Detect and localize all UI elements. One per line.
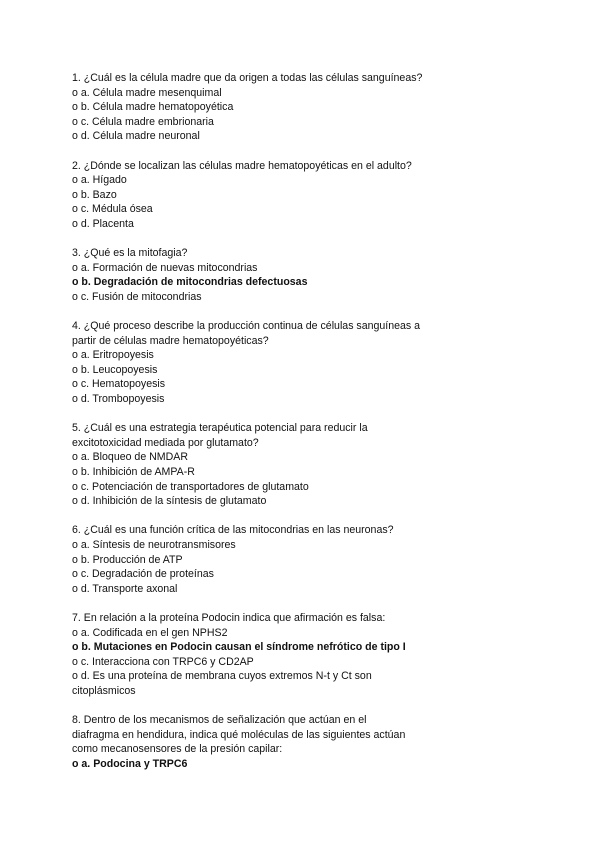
answer-option: o a. Codificada en el gen NPHS2 — [72, 626, 228, 639]
answer-option: o b. Producción de ATP — [72, 553, 183, 566]
answer-option: o c. Célula madre embrionaria — [72, 115, 214, 128]
question-2 — [72, 159, 452, 232]
answer-option: o c. Médula ósea — [72, 203, 153, 216]
answer-option: o c. Hematopoyesis — [72, 378, 166, 391]
question-7 — [72, 611, 452, 699]
question-list — [72, 71, 452, 786]
question-4 — [72, 319, 452, 407]
answer-option: o c. Interacciona con TRPC6 y CD2AP — [72, 655, 254, 668]
answer-option: o c. Potenciación de transportadores de glutamato — [72, 480, 309, 493]
answer-option: o b. Inhibición de AMPA-R — [72, 466, 195, 479]
question-text: partir de células madre hematopoyéticas? — [72, 334, 269, 347]
answer-option: o c. Fusión de mitocondrias — [72, 290, 202, 303]
answer-option: o b. Leucopoyesis — [72, 363, 158, 376]
question-1 — [72, 71, 452, 144]
question-text: 1. ¿Cuál es la célula madre que da origen a todas las células sanguíneas? — [72, 72, 423, 84]
question-text: 7. En relación a la proteína Podocin indica que afirmación es falsa: — [72, 611, 386, 624]
question-text: 2. ¿Dónde se localizan las células madre hematopoyéticas en el adulto? — [72, 159, 412, 172]
question-text: excitotoxicidad mediada por glutamato? — [72, 436, 259, 449]
answer-option: o a. Formación de nuevas mitocondrias — [72, 261, 258, 274]
answer-option: o a. Bloqueo de NMDAR — [72, 451, 189, 464]
answer-option-selected: o b. Degradación de mitocondrias defectuosas — [72, 276, 308, 289]
answer-option: o a. Célula madre mesenquimal — [72, 86, 222, 99]
question-text: 6. ¿Cuál es una función crítica de las mitocondrias en las neuronas? — [72, 524, 394, 537]
question-text: 5. ¿Cuál es una estrategia terapéutica potencial para reducir la — [72, 422, 368, 435]
question-3 — [72, 246, 452, 304]
answer-option: o a. Hígado — [72, 174, 127, 187]
answer-option: o b. Célula madre hematopoyética — [72, 101, 234, 114]
question-text: 4. ¿Qué proceso describe la producción continua de células sanguíneas a — [72, 320, 421, 333]
question-text: como mecanosensores de la presión capilar: — [72, 743, 283, 756]
answer-option: o d. Placenta — [72, 217, 134, 230]
answer-option: o d. Transporte axonal — [72, 582, 178, 595]
answer-option: o d. Inhibición de la síntesis de glutamato — [72, 495, 267, 508]
question-text: 3. ¿Qué es la mitofagia? — [72, 247, 188, 260]
question-text: 8. Dentro de los mecanismos de señalización que actúan en el — [72, 714, 367, 727]
question-8 — [72, 713, 452, 771]
answer-option: o a. Síntesis de neurotransmisores — [72, 539, 236, 551]
answer-option-selected: o b. Mutaciones en Podocin causan el síndrome nefrótico de tipo I — [72, 641, 406, 654]
answer-option: o a. Eritropoyesis — [72, 349, 154, 362]
answer-option-selected: o a. Podocina y TRPC6 — [72, 757, 188, 770]
answer-option: o b. Bazo — [72, 188, 117, 201]
answer-option: o d. Célula madre neuronal — [72, 130, 200, 143]
answer-option: o c. Degradación de proteínas — [72, 568, 214, 581]
question-6 — [72, 523, 452, 596]
answer-option: o d. Es una proteína de membrana cuyos extremos N-t y Ct son citoplásmicos — [72, 670, 372, 697]
question-5 — [72, 421, 452, 509]
question-text: diafragma en hendidura, indica qué moléculas de las siguientes actúan — [72, 728, 406, 741]
answer-option: o d. Trombopoyesis — [72, 393, 165, 406]
